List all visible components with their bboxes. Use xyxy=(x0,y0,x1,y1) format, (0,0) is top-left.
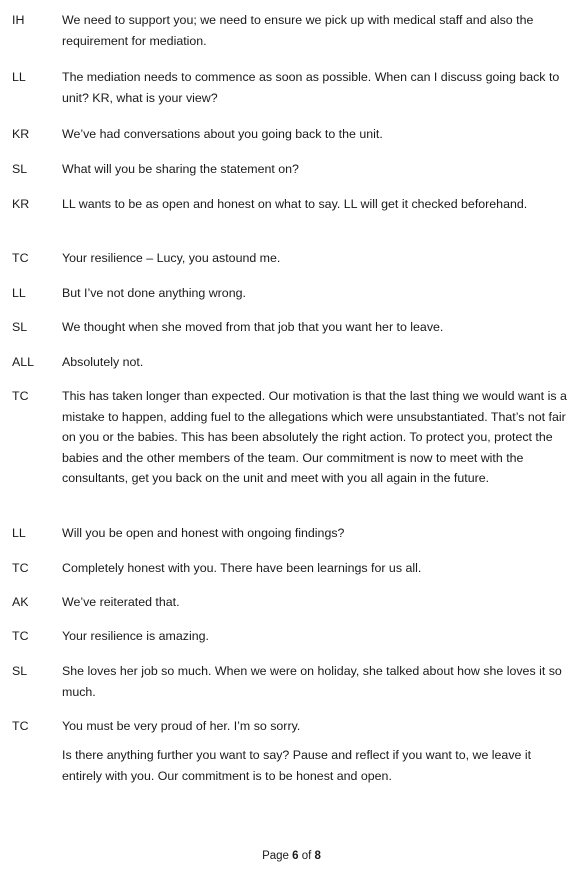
entry-text: We’ve had conversations about you going back to the unit. xyxy=(62,127,383,141)
speaker-initials: TC xyxy=(12,389,29,403)
entry-text: But I’ve not done anything wrong. xyxy=(62,286,246,300)
entry-text: LL wants to be as open and honest on what to say. LL will get it checked beforehand. xyxy=(62,197,528,211)
speaker-initials: ALL xyxy=(12,355,35,369)
entry-text: We’ve reiterated that. xyxy=(62,595,180,609)
speaker-initials: TC xyxy=(12,719,29,733)
total-pages-number: 8 xyxy=(314,850,321,862)
speaker-initials: AK xyxy=(12,595,29,609)
entry-text: Absolutely not. xyxy=(62,355,144,369)
page-label: Page xyxy=(262,850,293,862)
speaker-initials: IH xyxy=(12,13,25,27)
entry-text: Completely honest with you. There have been learnings for us all. xyxy=(62,561,422,575)
entry-text: What will you be sharing the statement on? xyxy=(62,162,299,176)
current-page-number: 6 xyxy=(292,850,299,862)
speaker-initials: TC xyxy=(12,251,29,265)
entry-text: Your resilience is amazing. xyxy=(62,629,209,643)
entry-text: We need to support you; we need to ensure we pick up with medical staff and also the requirement for mediation. xyxy=(62,13,534,48)
speaker-initials: SL xyxy=(12,162,28,176)
speaker-initials: KR xyxy=(12,127,30,141)
page-footer xyxy=(0,848,583,864)
speaker-initials: LL xyxy=(12,286,26,300)
entry-text: The mediation needs to commence as soon as possible. When can I discuss going back to unit? KR, what is your view? xyxy=(62,70,560,105)
entry-text: Is there anything further you want to say? Pause and reflect if you want to, we leave it entirely with you. Our commitment is to be honest and open. xyxy=(62,748,532,783)
speaker-initials: LL xyxy=(12,526,26,540)
entry-text: Will you be open and honest with ongoing findings? xyxy=(62,526,345,540)
entry-text: You must be very proud of her. I’m so sorry. xyxy=(62,719,301,733)
speaker-initials: TC xyxy=(12,629,29,643)
speaker-initials: SL xyxy=(12,320,28,334)
speaker-initials: SL xyxy=(12,664,28,678)
entry-text: We thought when she moved from that job that you want her to leave. xyxy=(62,320,444,334)
speaker-initials: TC xyxy=(12,561,29,575)
entry-text: Your resilience – Lucy, you astound me. xyxy=(62,251,281,265)
page-of-label: of xyxy=(298,850,315,862)
entry-text: This has taken longer than expected. Our motivation is that the last thing we would want is a mistake to happen, adding fuel to the allegations which were unsubstantiated. That’s not fair on you or the babies. This has been absolutely the right action. To protect you, protect the babies and the other members of the team. Our commitment is now to meet with the consultants, get you back on the unit and meet with you all again in the future. xyxy=(62,389,567,485)
speaker-initials: LL xyxy=(12,70,26,84)
speaker-initials: KR xyxy=(12,197,30,211)
entry-text: She loves her job so much. When we were on holiday, she talked about how she loves it so much. xyxy=(62,664,562,699)
